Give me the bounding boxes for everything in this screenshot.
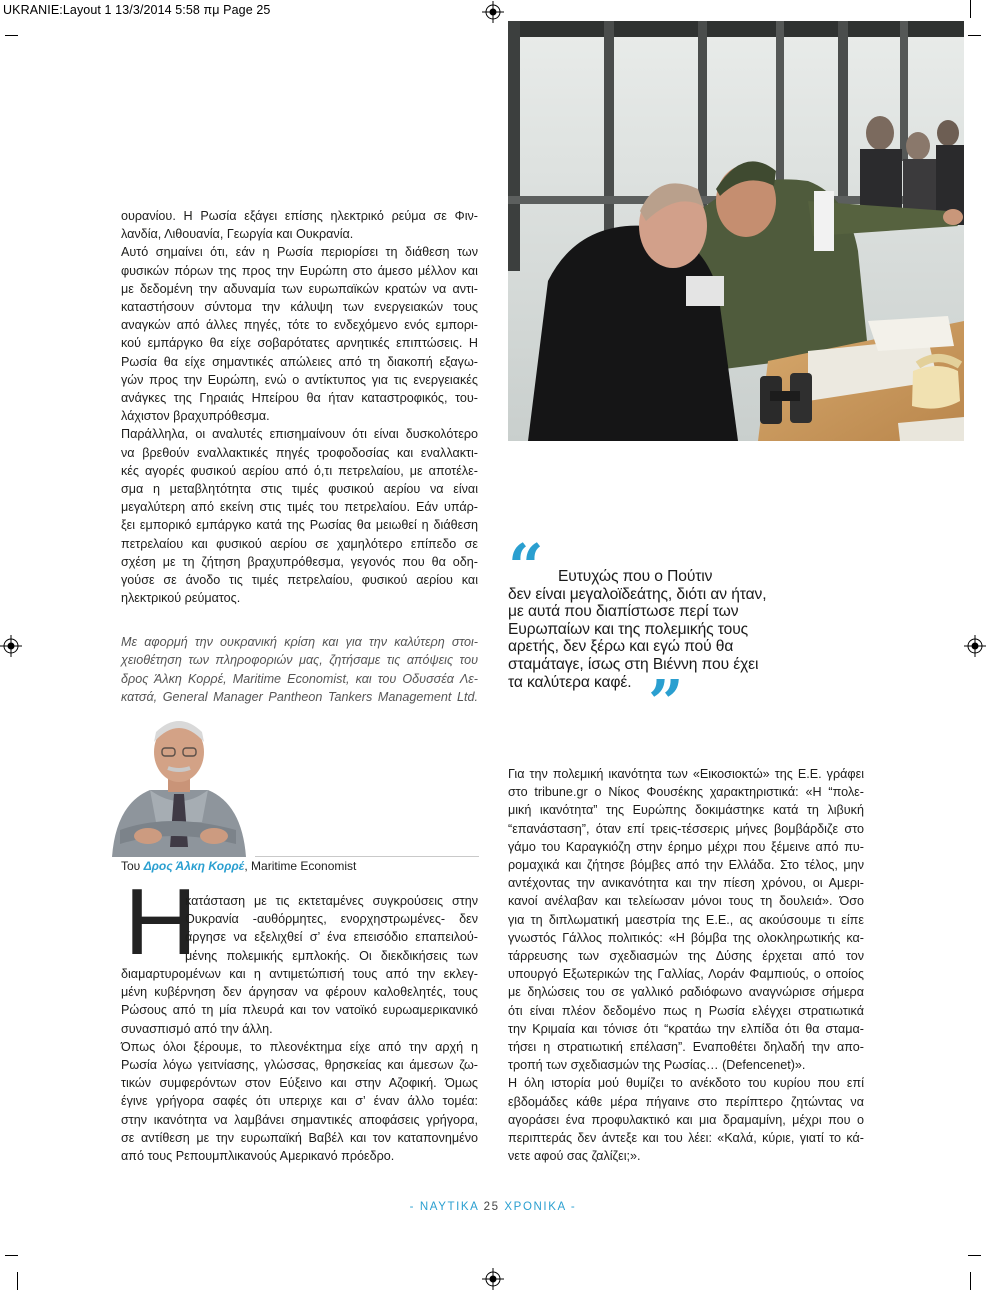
text-line: Η όλη ιστορία μού θυμίζει το ανέκδοτο του κυρίου που επί bbox=[508, 1076, 864, 1091]
intro-line: χειοθέτηση των πληροφοριών μας, ζητήσαμε τις απόψεις του bbox=[121, 653, 478, 668]
crop-mark bbox=[968, 35, 981, 36]
text-line: νετε αφού σας ζαλίζει;». bbox=[508, 1149, 641, 1164]
drop-cap: Η bbox=[124, 869, 198, 974]
crop-mark bbox=[5, 1255, 18, 1256]
text-line: κανοί ανέλαβαν και τελείωσαν μόνοι τους τη δουλειά». Όσο bbox=[508, 894, 864, 909]
text-line: λάχιστον βραχυπρόθεσμα. bbox=[121, 409, 270, 424]
folio-left: - ΝΑΥΤΙΚΑ bbox=[409, 1201, 479, 1213]
registration-mark-icon bbox=[482, 1268, 504, 1290]
news-photo bbox=[508, 21, 964, 441]
text-line: τάρρευσης των σχεδιασμών της Δύσης έρχεται από τον bbox=[508, 949, 864, 964]
text-line: με δεδομένη την αδυναμία των ευρωπαϊκών κρατών να αντι- bbox=[121, 281, 478, 296]
text-line: Παράλληλα, οι αναλυτές επισημαίνουν ότι είναι δυσκολότερο bbox=[121, 427, 478, 442]
text-line: με δηλώσεις του σε γαλλικό ραδιόφωνο αναγνώρισε σήμερα bbox=[508, 985, 864, 1000]
quote-line: σταμάταγε, ίσως στη Βιέννη που έχει bbox=[508, 655, 759, 673]
text-line: σμα η μεταβλητότητα στις τιμές φυσικού αερίου να είναι bbox=[121, 482, 478, 497]
text-line: αντέχοντας την ανικανότητα και την πίεση χρόνου, οι Αμερι- bbox=[508, 876, 864, 891]
text-line: εβδομάδες κάθε μέρα πήγαινε στο περίπτερο ζητώντας να bbox=[508, 1094, 864, 1109]
article-intro bbox=[121, 633, 478, 707]
text-line: ξει εμπορικό εμπάργκο κατά της Ρωσίας θα μειωθεί η διάθεση bbox=[121, 518, 478, 533]
left-column-bottom bbox=[121, 965, 478, 1165]
text-line: από τους Ρεπουμπλικανούς Αμερικανό πρόεδρο. bbox=[121, 1149, 395, 1164]
text-line: Ρωσία λόγω γειτνίασης, γλώσσας, θρησκείας και άμεσων ζω- bbox=[121, 1058, 478, 1073]
crop-mark bbox=[968, 1255, 981, 1256]
open-quote-icon: “ bbox=[508, 530, 544, 603]
text-line: Όπως όλοι ξέρουμε, το πλεονέκτημα είχε από την αρχή η bbox=[121, 1039, 478, 1054]
text-line: Για την πολεμική ικανότητα των «Εικοσιοκτώ» της Ε.Ε. γράφει bbox=[508, 767, 864, 781]
text-line: για τη διπλωματική μαεστρία της Ε.Ε., ας ακούσουμε τι είπε bbox=[508, 912, 864, 927]
intro-line: δρος Άλκη Κορρέ, Maritime Economist, και του Οδυσσέα Λε- bbox=[121, 671, 478, 686]
right-column bbox=[508, 765, 864, 1165]
text-line: τικών συμφερόντων στον Εύξεινο και στην Αζοφική. Όμως bbox=[121, 1076, 478, 1091]
text-line: κατάσταση με τις εκτεταμένες συγκρούσεις στην bbox=[185, 894, 478, 908]
text-line: την Κριμαία και τόνισε ότι “κρατάω την ελπίδα ότι θα σταμα- bbox=[508, 1021, 864, 1036]
crop-mark bbox=[970, 1272, 971, 1290]
quote-line: Ευτυχώς που ο Πούτιν bbox=[558, 568, 713, 585]
text-line: Αυτό σημαίνει ότι, εάν η Ρωσία περιορίσει τη διάθεση των bbox=[121, 245, 478, 260]
registration-mark-icon bbox=[482, 1, 504, 23]
byline-prefix: Του bbox=[121, 859, 144, 873]
byline-suffix: , Maritime Economist bbox=[244, 859, 357, 873]
text-line: ότι είναι πλέον δεδομένο πως η Ρωσία ελέγχει στρατιωτικά bbox=[508, 1003, 864, 1018]
text-line: αναγκών από άλλες πηγές, τότε το ενδεχόμενο ενός εμπορι- bbox=[121, 318, 478, 333]
crop-mark bbox=[970, 0, 971, 18]
text-line: γάμο του Καραγκιόζη στην έρημο μέχρι που ξέμεινε από πυ- bbox=[508, 839, 864, 854]
text-line: σε αντίθεση με την ευρωπαϊκή Βαβέλ και τον καταπονημένο bbox=[121, 1130, 478, 1145]
folio-right: ΧΡΟΝΙΚΑ - bbox=[504, 1201, 577, 1213]
text-line: μένη κυβέρνηση δεν άργησαν να φέρουν καλοθελητές, τους bbox=[121, 985, 478, 1000]
text-line: Ουκρανία -αυθόρμητες, ενορχηστρωμένες- δεν bbox=[185, 912, 478, 927]
text-line: κού εμπάργκο θα είχε σοβαρότατες αρνητικές επιπτώσεις. Η bbox=[121, 336, 478, 351]
byline-rule bbox=[255, 856, 479, 857]
text-line: λανδία, Λιθουανία, Γεωργία και Ουκρανία. bbox=[121, 227, 354, 242]
text-line: μεγαλύτερη από εκείνη στις τιμές του πετρελαίου. Εάν υπάρ- bbox=[121, 500, 478, 515]
page-number: 25 bbox=[483, 1201, 500, 1213]
author-name: Δρος Άλκη Κορρέ bbox=[143, 859, 245, 873]
quote-line: με αυτά που διαπίστωσε περί των bbox=[508, 603, 739, 621]
text-line: μένης πολεμικής εμπλοκής. Οι διεκδικήσεις των bbox=[185, 948, 478, 963]
quote-line: Ευρωπαίων και της πολεμικής τους bbox=[508, 620, 749, 638]
text-line: ανάγκες της Γηραιάς Ηπείρου θα ήταν καταστροφικός, του- bbox=[121, 391, 478, 406]
text-line: διαμαρτυρομένων και η αντιμετώπισή τους από την εκλεγ- bbox=[121, 967, 478, 981]
intro-line: κατσά, General Manager Pantheon Tankers Management Ltd. bbox=[121, 690, 478, 705]
text-line: ρομαχικά και ζήτησε βόμβες από την Ελλάδα. Στο τέλος, μην bbox=[508, 858, 864, 873]
text-line: φυσικών πόρων της προς την Ευρώπη στο άμεσο μέλλον και bbox=[121, 263, 478, 278]
page-folio bbox=[0, 1201, 986, 1213]
text-line: Ρωσία θα είχε σημαντικές απώλειες από τη διακοπή εξαγω- bbox=[121, 354, 478, 369]
text-line: στο tribune.gr ο Νίκος Φουσέκης χαρακτηριστικά: «Η “πολε- bbox=[508, 785, 864, 800]
text-line: γνωστός Γάλλος πολιτικός: «Η βόμβα της ολοκληρωτικής κα- bbox=[508, 930, 864, 945]
text-line: Ρώσους από τη μία πλευρά και τον νατοϊκό ευρωαμερικανικό bbox=[121, 1003, 478, 1018]
crop-mark bbox=[5, 35, 18, 36]
text-line: περιπτεράς δεν άντεξε και του λέει: «Καλά, κύριε, γιατί το κά- bbox=[508, 1131, 864, 1146]
text-line: γούσε σε άνοδο τις τιμές πετρελαίου, φυσικού αερίου και bbox=[121, 573, 478, 588]
text-line: ηλεκτρικού ρεύματος. bbox=[121, 591, 241, 606]
quote-line: τα καλύτερα καφέ. bbox=[508, 673, 632, 691]
text-line: μική ικανότητα” της Ευρώπης δοκιμάστηκε κατά τη λιβυκή bbox=[508, 803, 864, 818]
text-line: ουρανίου. Η Ρωσία εξάγει επίσης ηλεκτρικό ρεύμα σε Φιν- bbox=[121, 209, 478, 223]
intro-line: Με αφορμή την ουκρανική κρίση και για την καλύτερη στοι- bbox=[121, 635, 478, 649]
text-line: αγοράσει ένα προφυλακτικό και μια δραμαμίνη, μέχρι που ο bbox=[508, 1112, 864, 1127]
text-line: συνασπισμό από την άλλη. bbox=[121, 1021, 273, 1036]
registration-mark-icon bbox=[964, 635, 986, 657]
crop-mark bbox=[17, 1272, 18, 1290]
left-column-top bbox=[121, 207, 478, 607]
text-line: σχέση με τη ζήτηση βραχυπρόθεσμα, γεγονός που θα οδη- bbox=[121, 554, 478, 569]
text-line: τροπή των σχεδιασμών της Ρωσίας… (Defencenet)». bbox=[508, 1058, 806, 1073]
close-quote-icon: ” bbox=[648, 666, 684, 739]
quote-line: αρετής, δεν ξέρω και εγώ πού θα bbox=[508, 638, 734, 656]
registration-mark-icon bbox=[0, 635, 22, 657]
text-line: στην ικανότητα να λαμβάνει σημαντικές αποφάσεις γρήγορα, bbox=[121, 1112, 478, 1127]
dropcap-paragraph bbox=[185, 892, 478, 965]
text-line: “επανάσταση”, όταν επί τρεις-τέσσερις μήνες βομβάρδιζε στο bbox=[508, 821, 864, 836]
text-line: κές αγορές φυσικού αερίου από ό,τι πετρελαίου, με αποτέλε- bbox=[121, 463, 478, 478]
author-portrait bbox=[110, 712, 248, 857]
text-line: να βρεθούν εναλλακτικές πηγές τροφοδοσίας και εναλλακτι- bbox=[121, 445, 478, 460]
quote-line: δεν είναι μεγαλοϊδεάτης, διότι αν ήταν, bbox=[508, 585, 767, 603]
text-line: τήσει η στρατιωτική επέλαση”. Εναποθέτει δηλαδή την απο- bbox=[508, 1040, 864, 1055]
text-line: πετρελαίου και φυσικού αερίου σε χαμηλότερο επίπεδο σε bbox=[121, 536, 478, 551]
slug-line: UKRANIE:Layout 1 13/3/2014 5:58 πμ Page 25 bbox=[3, 3, 271, 17]
text-line: καταστήσουν σύντομα την κάλυψη των ενεργειακών τους bbox=[121, 300, 478, 315]
text-line: γών προς την Ευρώπη, ενώ ο αντίκτυπος για τις ενεργειακές bbox=[121, 372, 478, 387]
text-line: έγινε γρήγορα σαφές ότι υπεριχε και σ’ έναν άλλο τομέα: bbox=[121, 1094, 478, 1109]
text-line: άργησε να εξελιχθεί σ’ ένα επεισόδιο επαπειλού- bbox=[185, 930, 478, 945]
text-line: υπουργό Εξωτερικών της Γαλλίας, Λοράν Φαμπιούς, ο οποίος bbox=[508, 967, 864, 982]
